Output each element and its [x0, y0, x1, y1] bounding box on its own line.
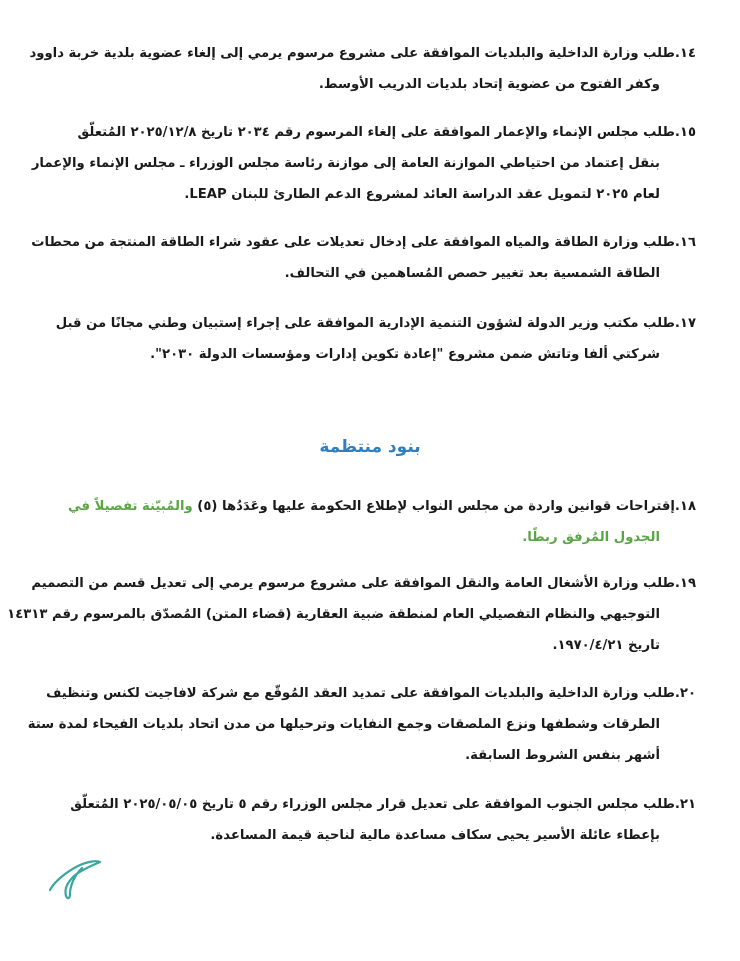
agenda-item-17 [48, 308, 696, 370]
item-line: لعام ٢٠٢٥ لتمويل عقد الدراسة العائد لمشروع الدعم الطارئ للبنان LEAP. [184, 187, 660, 202]
highlighted-text: الجدول المُرفق ربطًا. [522, 530, 660, 545]
item-line: الطاقة الشمسية بعد تغيير حصص المُساهمين في التحالف. [284, 266, 660, 281]
signature-mark [44, 852, 108, 904]
item-line: ٢٠.طلب وزارة الداخلية والبلديات الموافقة على تمديد العقد المُوقّع مع شركة لافاجيت لكنس وتنظيف [46, 686, 696, 701]
section-heading: بنود منتظمة [319, 437, 421, 457]
item-line: أشهر بنفس الشروط السابقة. [465, 748, 660, 763]
item-line: بإعطاء عائلة الأسير يحيى سكاف مساعدة مالية لناحية قيمة المساعدة. [210, 828, 660, 843]
item-line: ٢١.طلب مجلس الجنوب الموافقة على تعديل قرار مجلس الوزراء رقم ٥ تاريخ ٢٠٢٥/٠٥/٠٥ المُتعلّق [70, 797, 696, 812]
item-line: ١٤.طلب وزارة الداخلية والبلديات الموافقة على مشروع مرسوم يرمي إلى إلغاء عضوية بلدية خربة داوود [29, 46, 696, 61]
item-line: بنقل إعتماد من احتياطي الموازنة العامة إلى موازنة رئاسة مجلس الوزراء ـ مجلس الإنماء والإعمار [31, 156, 660, 171]
highlighted-text: والمُبيّنة تفصيلاً في [68, 499, 193, 514]
item-line: ١٥.طلب مجلس الإنماء والإعمار الموافقة على إلغاء المرسوم رقم ٢٠٣٤ تاريخ ٢٠٢٥/١٢/٨ المُتعلّق [77, 125, 696, 140]
item-line: التوجيهي والنظام التفصيلي العام لمنطقة ضبية العقارية (قضاء المتن) المُصدّق بالمرسوم رقم ١٤٣١٣ [7, 607, 660, 622]
agenda-item-15 [31, 117, 696, 210]
item-line [48, 491, 696, 522]
item-line: ١٧.طلب مكتب وزير الدولة لشؤون التنمية الإدارية الموافقة على إجراء إستبيان وطني مجانًا من قبل [55, 316, 696, 331]
agenda-item-21 [48, 789, 696, 851]
agenda-item-14 [29, 38, 696, 100]
agenda-item-20 [27, 678, 696, 771]
agenda-item-19 [7, 568, 696, 661]
item-text: ١٨.إقتراحات قوانين واردة من مجلس النواب لإطلاع الحكومة عليها وعَدَدُها (٥) [197, 499, 696, 514]
item-line: الطرقات وشطفها ونزع الملصقات وجمع النفايات وترحيلها من مدن اتحاد بلديات الفيحاء لمدة ستة [27, 717, 660, 732]
item-line: شركتي ألفا وتاتش ضمن مشروع "إعادة تكوين إدارات ومؤسسات الدولة ٢٠٣٠". [150, 347, 660, 362]
item-line: ١٩.طلب وزارة الأشغال العامة والنقل الموافقة على مشروع مرسوم يرمي إلى تعديل قسم من التصميم [31, 576, 696, 591]
item-line: تاريخ ١٩٧٠/٤/٢١. [552, 638, 660, 653]
agenda-item-18 [48, 491, 696, 553]
item-line: وكفر الفتوح من عضوية إتحاد بلديات الدريب الأوسط. [318, 77, 660, 92]
item-line: ١٦.طلب وزارة الطاقة والمياه الموافقة على إدخال تعديلات على عقود شراء الطاقة المنتجة من محطات [31, 235, 696, 250]
agenda-item-16 [31, 227, 696, 289]
